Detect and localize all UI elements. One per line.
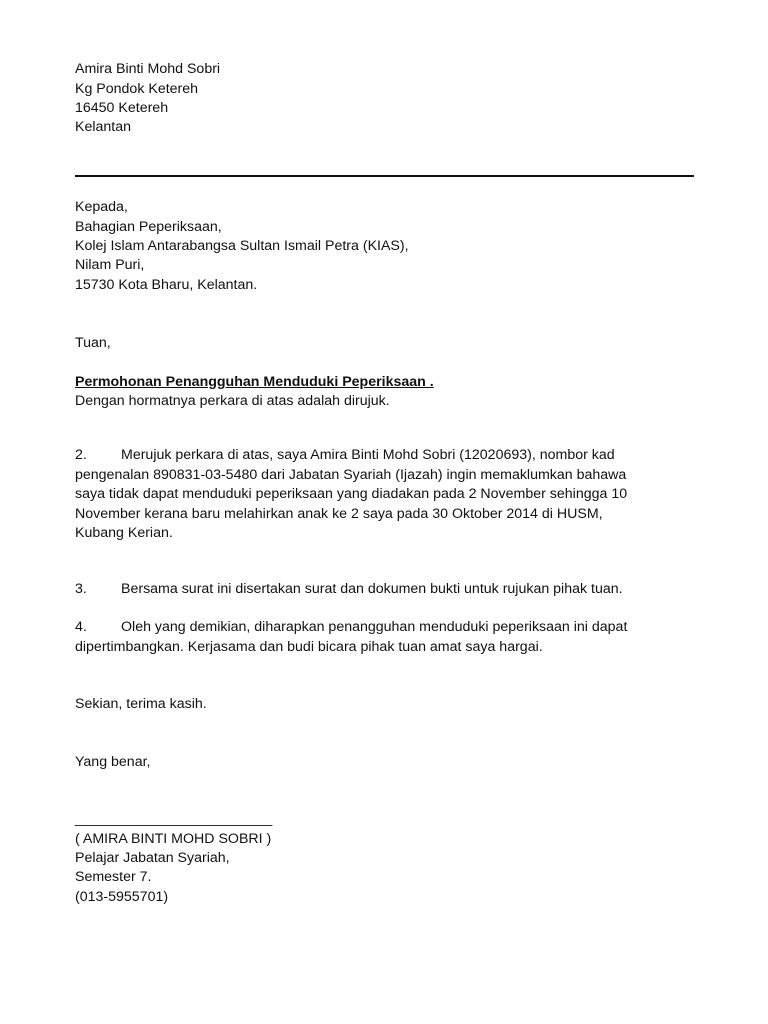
paragraph-3 — [75, 580, 700, 600]
signatory-phone: (013-5955701) — [75, 889, 169, 905]
sender-address-line: 16450 Ketereh — [75, 100, 169, 116]
paragraph-text: Merujuk perkara di atas, saya Amira Binti Mohd Sobri (12020693), nombor kad — [121, 447, 615, 463]
paragraph-text: Bersama surat ini disertakan surat dan dokumen bukti untuk rujukan pihak tuan. — [121, 581, 623, 597]
paragraph-text: dipertimbangkan. Kerjasama dan budi bicara pihak tuan amat saya hargai. — [75, 638, 543, 655]
paragraph-number: 4. — [75, 619, 87, 635]
paragraph-first-line — [75, 580, 700, 600]
signatory-title: Pelajar Jabatan Syariah, — [75, 850, 230, 866]
paragraph-text: saya tidak dapat menduduki peperiksaan yang diadakan pada 2 November sehingga 10 — [75, 486, 628, 502]
intro-sentence: Dengan hormatnya perkara di atas adalah dirujuk. — [75, 393, 390, 409]
salutation: Tuan, — [75, 335, 111, 351]
header-divider — [75, 175, 694, 177]
paragraph-4 — [75, 618, 700, 657]
paragraph-text: Kubang Kerian. — [75, 525, 173, 541]
sign-off: Yang benar, — [75, 754, 151, 770]
paragraph-2 — [75, 446, 700, 544]
paragraph-text: pengenalan 890831-03-5480 dari Jabatan Syariah (Ijazah) ingin memaklumkan bahawa — [75, 466, 627, 483]
recipient-line: Kolej Islam Antarabangsa Sultan Ismail Petra (KIAS), — [75, 238, 409, 254]
paragraph-number: 2. — [75, 447, 87, 463]
paragraph-text: November kerana baru melahirkan anak ke 2 saya pada 30 Oktober 2014 di HUSM, — [75, 505, 603, 522]
recipient-line: Bahagian Peperiksaan, — [75, 219, 222, 235]
paragraph-text: Oleh yang demikian, diharapkan penangguhan menduduki peperiksaan ini dapat — [121, 619, 628, 635]
paragraph-first-line — [75, 446, 700, 466]
paragraph-first-line — [75, 618, 700, 638]
recipient-heading: Kepada, — [75, 199, 128, 215]
signatory-semester: Semester 7. — [75, 869, 152, 885]
sender-address-line: Kg Pondok Ketereh — [75, 81, 199, 97]
signature-line: _________________________ — [75, 811, 273, 827]
paragraph-number: 3. — [75, 581, 87, 597]
recipient-line: 15730 Kota Bharu, Kelantan. — [75, 277, 258, 293]
subject-line: Permohonan Penangguhan Menduduki Peperiksaan . — [75, 374, 434, 390]
signatory-name: ( AMIRA BINTI MOHD SOBRI ) — [75, 831, 272, 847]
sender-address-line: Kelantan — [75, 119, 132, 135]
recipient-line: Nilam Puri, — [75, 257, 145, 273]
sender-name: Amira Binti Mohd Sobri — [75, 61, 221, 77]
closing-line: Sekian, terima kasih. — [75, 696, 207, 712]
